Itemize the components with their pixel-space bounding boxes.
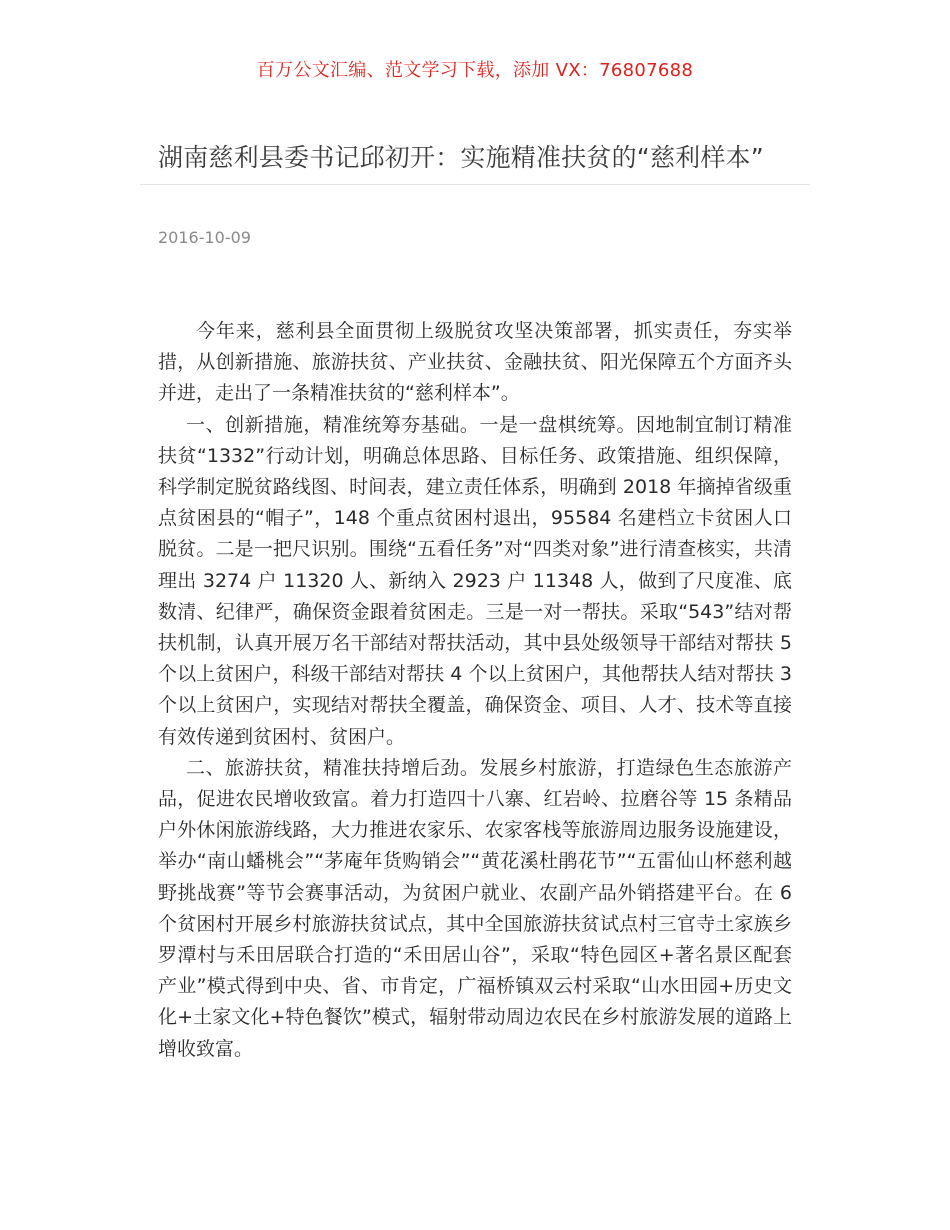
publish-date: 2016-10-09 (158, 228, 251, 247)
article-title: 湖南慈利县委书记邱初开：实施精准扶贫的“慈利样本” (158, 143, 764, 172)
article-paragraph-intro: 今年来，慈利县全面贯彻上级脱贫攻坚决策部署，抓实责任，夯实举措，从创新措施、旅游扶贫、产业扶贫、金融扶贫、阳光保障五个方面齐头并进，走出了一条精准扶贫的“慈利样本”。 (158, 320, 792, 405)
article-body (158, 316, 792, 1065)
title-divider (140, 184, 810, 185)
article-paragraph-section-2: 二、旅游扶贫，精准扶持增后劲。发展乡村旅游，打造绿色生态旅游产品，促进农民增收致富。着力打造四十八寨、红岩岭、拉磨谷等 15 条精品户外休闲旅游线路，大力推进农家乐、农家客栈等旅游周边服务设施建设，举办“南山蟠桃会”“茅庵年货购销会”“黄花溪杜鹃花节”“五雷仙山杯慈利越野挑战赛”等节会赛事活动，为贫困户就业、农副产品外销搭建平台。在 6 个贫困村开展乡村旅游扶贫试点，其中全国旅游扶贫试点村三官寺土家族乡罗潭村与禾田居联合打造的“禾田居山谷”，采取“特色园区+著名景区配套产业”模式得到中央、省、市肯定，广福桥镇双云村采取“山水田园+历史文化+土家文化+特色餐饮”模式，辐射带动周边农民在乡村旅游发展的道路上增收致富。 (158, 756, 792, 1060)
article-paragraph-section-1: 一、创新措施，精准统筹夯基础。一是一盘棋统筹。因地制宜制订精准扶贫“1332”行动计划，明确总体思路、目标任务、政策措施、组织保障，科学制定脱贫路线图、时间表，建立责任体系，明确到 2018 年摘掉省级重点贫困县的“帽子”，148 个重点贫困村退出，95584 名建档立卡贫困人口脱贫。二是一把尺识别。围绕“五看任务”对“四类对象”进行清查核实，共清理出 3274 户 11320 人、新纳入 2923 户 11348 人，做到了尺度准、底数清、纪律严，确保资金跟着贫困走。三是一对一帮扶。采取“543”结对帮扶机制，认真开展万名干部结对帮扶活动，其中县处级领导干部结对帮扶 5 个以上贫困户，科级干部结对帮扶 4 个以上贫困户，其他帮扶人结对帮扶 3 个以上贫困户，实现结对帮扶全覆盖，确保资金、项目、人才、技术等直接有效传递到贫困村、贫困户。 (158, 413, 792, 748)
watermark-contact-text: 百万公文汇编、范文学习下载，添加 VX：76807688 (256, 60, 694, 81)
